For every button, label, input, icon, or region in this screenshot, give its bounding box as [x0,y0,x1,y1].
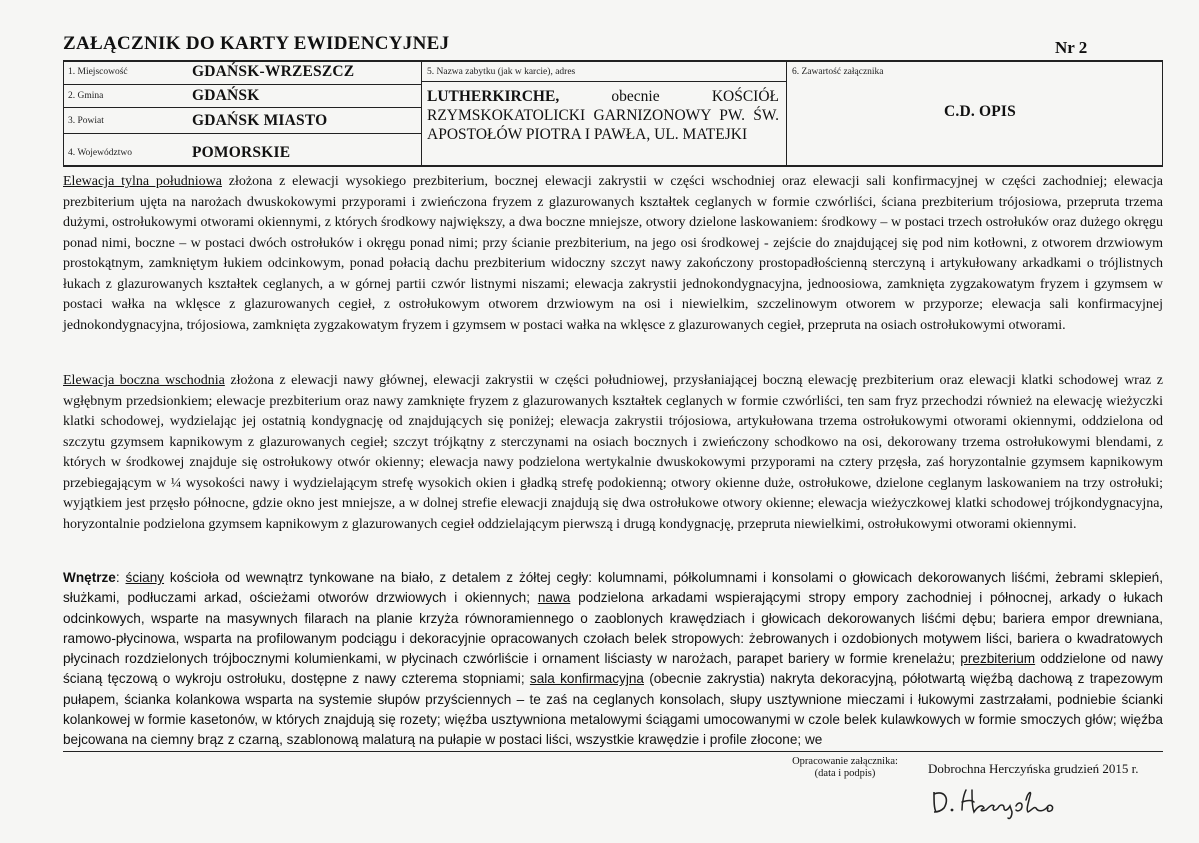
miejscowosc-label: 1. Miejscowość [68,67,128,77]
p3-heading: Wnętrze [63,570,116,585]
powiat-label: 3. Powiat [68,116,104,126]
handwritten-signature [928,782,1068,822]
wojewodztwo-value: POMORSKIE [192,144,291,161]
p2-heading: Elewacja boczna wschodnia [63,373,225,388]
prepared-by-label [775,756,915,780]
p3-presbytery: prezbiterium [960,651,1036,667]
zawartosc-value: C.D. OPIS [944,103,1016,120]
miejscowosc-value: GDAŃSK-WRZESZCZ [192,63,355,80]
prepared-by-line2: (data i podpis) [814,768,876,779]
p3-confirmation-hall: sala konfirmacyjna [529,671,644,687]
p3-text-3: oddzielone od nawy ścianą tęczową o wykroju ostrołuku, dostępne z nawy czterema stopniami; [63,651,1163,687]
p3-text-2: podzielona arkadami wspierającymi stropy empory zachodniej i północnej, arkady o łukach odcinkowych, wsparte na masywnych filarach na planie krzyża równoramiennego o zaoblonych krawędziach i głowicach dekorowanych liśćmi dębu; bariera empor drewniana, ramowo-płycinowa, wsparta na profilowanym podciągu i dekoracyjnie opracowanych czołach belek stropowych: żebrowanych i ozdobionych motywem liści, bariera o kwadratowych płycinach rozdzielonych trójbocznymi kolumienkami, w płycinach czwórliście i ornament liściasty w narożach, parapet bariery w formie krenelażu; [63,590,1163,667]
zawartosc-label: 6. Zawartość załącznika [792,67,884,77]
footer-divider [63,751,1163,752]
gmina-value: GDAŃSK [192,87,260,104]
p3-text-4: (obecnie zakrystia) nakryta dekoracyjną, półotwartą więźbą dachową z trapezowym pułapem, ścianka kolankowa wsparta na systemie słupów przyściennych – te zaś na ceglanych konsolach, słupy usztywnione mieczami i łukowymi zastrzałami, podniebie ścianki kolankowej w formie kasetonów, w których znajdują się rozety; więźba usztywniona metalowymi ściągami umocowanymi w czole belek kulawkowych w formie smoczych głów; więźba bejcowana na ciemny brąz z czarną, szablonową malaturą na pułapie w postaci liści, wszystkie krawędzie i profile złocone; we [63,671,1164,748]
nazwa-label: 5. Nazwa zabytku (jak w karcie), adres [427,67,576,77]
wojewodztwo-label: 4. Województwo [68,148,132,158]
p3-nave: nawa [537,590,571,606]
author-and-date: Dobrochna Herczyńska grudzień 2015 r. [928,761,1139,776]
prepared-by-line1: Opracowanie załącznika: [792,756,898,767]
p1-heading: Elewacja tylna południowa [63,174,222,189]
monument-name [427,87,779,144]
p3-colon: : [115,570,126,585]
powiat-value: GDAŃSK MIASTO [192,112,328,129]
paragraph-interior [63,568,1163,751]
name-rest: RZYMSKOKATOLICKI GARNIZONOWY PW. ŚW. APOSTOŁÓW PIOTRA I PAWŁA, UL. MATEJKI [427,107,779,143]
attachment-number: Nr 2 [1055,38,1088,57]
p2-text: złożona z elewacji nawy głównej, elewacji zakrystii w części południowej, przysłaniającej boczną elewację prezbiterium oraz elewacji klatki schodowej wraz z wgłębnym przedsionkiem; elewacje prezbiterium oraz nawy zamknięte fryzem z glazurowanych kształtek ceglanych w formie czwórliści, ten sam fryz przechodzi również na elewację wieżyczki klatki schodowej, wydzielając jej ostatnią kondygnację od znajdujących się poniżej; elewacja zakrystii trójosiowa, artykułowana trzema ostrołukowymi otworami okiennymi, oddzielona od szczytu gzymsem kapnikowym z glazurowanych cegieł; szczyt trójkątny z sterczynami na osiach bocznych i zwieńczony schodkowo na osi, dekorowany trzema ostrołukowymi blendami, z których w środkowej znajduje się ostrołukowy otwór okienny; elewacja nawy podzielona wertykalnie dwuskokowymi przyporami na cztery przęsła, zaś horyzontalnie gzymsem kapnikowym przebiegającym w ¼ wysokości nawy i wydzielającym strefę wysokich okien i gładką strefę podokienną; otwory okienne duże, ostrołukowe, dzielone ceglanym laskowaniem na trzy ostrołuki; wyjątkiem jest przęsło północne, gdzie okno jest mniejsze, a w dolnej strefie elewacji znajdują się dwa ostrołukowe otwory okienne; elewacja wieżyczkowej klatki schodowej trójkondygnacyjna, horyzontalnie podzielona gzymsem kapnikowym z glazurowanych cegieł oddzielającym pierwszą i drugą kondygnację, przepruta niewielkimi, ostrołukowymi otworami okiennymi. [63,373,1163,532]
p3-text-1: kościoła od wewnątrz tynkowane na biało, z detalem z żółtej cegły: kolumnami, półkolumnami i konsolami o głowicach dekorowanych liśćmi, żebrami sklepień, służkami, podłuczami arkad, ościeżami otworów drzwiowych i okiennych; [63,570,1164,606]
name-word-2: obecnie [611,88,660,105]
p1-text: złożona z elewacji wysokiego prezbiterium, bocznej elewacji zakrystii w części wschodniej oraz elewacji sali konfirmacyjnej w części zachodniej; elewacja prezbiterium ujęta na narożach dwuskokowymi przyporami i zwieńczona fryzem z glazurowanych kształtek ceglanych w formie czwórliści, ściana prezbiterium trójosiowa, przepruta trzema dużymi, ostrołukowymi otworami okiennymi, z których środkowy największy, a dwa boczne mniejsze, otwory dzielone laskowaniem: środkowy – w postaci trzech ostrołuków oraz dużego okręgu ponad nimi, boczne – w postaci dwóch ostrołuków i okręgu ponad nimi; przy ścianie prezbiterium, na jego osi środkowej - zejście do znajdującej się pod nim kotłowni, z otworem drzwiowym prostokątnym, zamkniętym łukiem odcinkowym, ponad połacią dachu prezbiterium widoczny szczyt nawy zakończony prostopadłościenną sterczyną i artykułowany arkadkami o trójlistnych łukach z glazurowanych kształtek ceglanych, a w górnej partii czwór listnymi niszami; elewacja zakrystii jednokondygnacyjna, jednoosiowa, zamknięta zygzakowatym fryzem i gzymsem w postaci wałka na wklęsce z glazurowanych cegieł, z ostrołukowym otworem drzwiowym na osi i niewielkim, szczelinowym otworem w przyporze; elewacja sali konfirmacyjnej jednokondygnacyjna, trójosiowa, zamknięta zygzakowatym fryzem i gzymsem w postaci wałka na wklęsce z glazurowanych cegieł, przepruta na osiach ostrołukowymi otworami. [63,174,1163,333]
paragraph-south-elevation [63,172,1163,336]
paragraph-east-elevation [63,371,1163,535]
page-title: ZAŁĄCZNIK DO KARTY EWIDENCYJNEJ [63,33,450,54]
name-word-3: KOŚCIÓŁ [711,88,779,105]
gmina-label: 2. Gmina [68,91,104,101]
name-word-1: LUTHERKIRCHE, [427,88,560,105]
p3-walls: ściany [125,570,165,585]
